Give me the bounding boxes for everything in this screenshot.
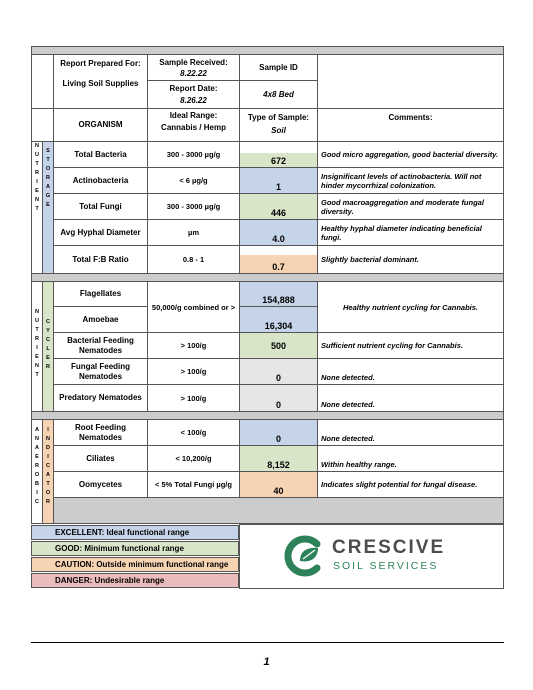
header-right-blank [317,54,504,109]
fb-ratio-value: 0.7 [272,262,285,272]
amoebae-value: 16,304 [264,321,293,331]
row-total-fungi-comment [317,193,504,220]
predatory-nematodes-label: Predatory Nematodes [59,393,142,402]
actinobacteria-value: 1 [275,182,281,192]
ciliates-label: Ciliates [86,453,115,463]
sample-id-value-cell [239,80,318,109]
total-fungi-value: 446 [270,208,287,218]
row-ciliates-comment [317,445,504,472]
total-fungi-comment: Good macroaggregation and moderate fungal diversity. [321,197,484,216]
row-total-bacteria-range [147,141,240,168]
row-fb-ratio-comment [317,245,504,274]
col-sample-type [239,108,318,142]
row-fungal-nematodes-comment [317,358,504,385]
protozoa-range: 50,000/g combined or > [151,302,236,312]
row-ciliates-range [147,445,240,472]
row-hyphal-name [53,219,148,246]
section-cycler-outer-label: N U T R I E N T [35,309,39,378]
col-sample-type-line2: Soil [271,126,286,135]
row-actinobacteria-value [239,167,318,194]
flagellates-label: Flagellates [79,289,122,298]
col-comments [317,108,504,142]
predatory-nematodes-value: 0 [275,400,281,410]
row-bact-nematodes-comment [317,332,504,359]
total-bacteria-range: 300 - 3000 µg/g [166,150,221,159]
protozoa-comment: Healthy nutrient cycling for Cannabis. [342,302,479,312]
hyphal-range: µm [188,228,199,237]
row-flagellates-name [53,281,148,307]
ciliates-range: < 10,200/g [175,454,212,463]
row-predatory-nematodes-name [53,384,148,412]
oomycetes-range: < 5% Total Fungi µg/g [155,480,232,489]
legend-excellent: EXCELLENT: Ideal functional range [31,525,239,540]
row-total-fungi-range [147,193,240,220]
oomycetes-label: Oomycetes [78,479,123,489]
ciliates-comment: Within healthy range. [321,460,397,469]
prepared-for-cell [53,54,148,109]
bact-nematodes-comment: Sufficient nutrient cycling for Cannabis. [321,341,463,350]
row-fungal-nematodes-range [147,358,240,385]
row-oomycetes-comment [317,471,504,498]
predatory-nematodes-comment: None detected. [321,400,375,409]
row-predatory-nematodes-range [147,384,240,412]
row-protozoa-range [147,281,240,333]
row-ciliates-name [53,445,148,472]
report-date-value: 8.26.22 [180,96,207,105]
legend-caution: CAUTION: Outside minimum functional range [31,557,239,572]
row-bact-nematodes-name [53,332,148,359]
actinobacteria-comment: Insignificant levels of actinobacteria. Will not hinder mycorrhizal colonization. [321,171,482,190]
oomycetes-comment: Indicates slight potential for fungal disease. [321,480,478,489]
row-root-nematodes-name [53,419,148,446]
sample-id-value: 4x8 Bed [263,89,294,99]
page-number: 1 [263,656,270,668]
logo-name: CRESCIVE [332,537,446,558]
ciliates-value: 8,152 [267,460,290,470]
actinobacteria-label: Actinobacteria [72,175,129,185]
row-actinobacteria-name [53,167,148,194]
actinobacteria-range: < 6 µg/g [179,176,208,185]
row-hyphal-comment [317,219,504,246]
row-fb-ratio-value [239,245,318,274]
col-comments-label: Comments: [388,113,433,122]
col-ideal-range-line2: Cannabis / Hemp [161,123,226,132]
bact-nematodes-value: 500 [270,341,287,351]
sample-id-label: Sample ID [259,62,298,72]
amoebae-label: Amoebae [82,314,119,324]
root-nematodes-label: Root Feeding Nematodes [74,422,127,442]
footer-rule [31,642,504,643]
row-hyphal-range [147,219,240,246]
row-amoebae-value [239,306,318,333]
col-ideal-range-line1: Ideal Range: [169,111,218,120]
sample-received-cell [147,54,240,81]
row-root-nematodes-range [147,419,240,446]
legend-danger: DANGER: Undesirable range [31,573,239,588]
predatory-nematodes-range: > 100/g [180,393,207,403]
fungal-nematodes-value: 0 [275,373,281,383]
hyphal-value: 4.0 [272,234,285,244]
row-ciliates-value [239,445,318,472]
row-fb-ratio-name [53,245,148,274]
fb-ratio-comment: Slightly bacterial dominant. [321,255,419,264]
fungal-nematodes-label: Fungal Feeding Nematodes [70,361,131,381]
bact-nematodes-label: Bacterial Feeding Nematodes [67,335,134,355]
row-total-bacteria-value [239,141,318,168]
flagellates-value: 154,888 [262,295,295,305]
sample-received-value: 8.22.22 [180,69,207,78]
section-storage-inner-label: S T O R A G E [45,148,51,208]
legend-good: GOOD: Minimum functional range [31,541,239,556]
row-oomycetes-value [239,471,318,498]
col-organism-label: ORGANISM [78,120,123,129]
row-total-bacteria-name [53,141,148,168]
leaf-c-icon [284,535,326,577]
section-cycler-inner-label: C Y C L E R [46,319,50,370]
row-total-fungi-name [53,193,148,220]
sample-received-label: Sample Received: [159,58,228,67]
logo-tagline: SOIL SERVICES [333,560,439,572]
root-nematodes-range: < 100/g [180,428,207,437]
sample-id-label-cell [239,54,318,81]
col-organism [53,108,148,142]
fungal-nematodes-comment: None detected. [321,373,375,382]
bottom-gray-block [53,497,504,524]
row-actinobacteria-range [147,167,240,194]
header-left-spacer [31,54,54,109]
row-oomycetes-range [147,471,240,498]
row-protozoa-comment [317,281,504,333]
hyphal-comment: Healthy hyphal diameter indicating beneficial fungi. [321,223,482,242]
total-fungi-label: Total Fungi [79,201,122,211]
total-bacteria-comment: Good micro aggregation, good bacterial diversity. [321,150,499,159]
hyphal-label: Avg Hyphal Diameter [60,227,141,237]
row-total-fungi-value [239,193,318,220]
row-fungal-nematodes-value [239,358,318,385]
col-ideal-range [147,108,240,142]
row-flagellates-value [239,281,318,307]
logo-box [239,524,504,589]
report-date-label: Report Date: [169,84,218,93]
row-fb-ratio-range [147,245,240,274]
col-left-spacer [31,108,54,142]
total-bacteria-label: Total Bacteria [74,149,127,159]
row-root-nematodes-comment [317,419,504,446]
row-bact-nematodes-range [147,332,240,359]
root-nematodes-comment: None detected. [321,434,375,443]
row-actinobacteria-comment [317,167,504,194]
row-total-bacteria-comment [317,141,504,168]
fb-ratio-range: 0.8 - 1 [182,255,205,264]
row-bact-nematodes-value [239,332,318,359]
section-anaerobic-outer-label: A N A E R O B I C [34,427,40,505]
prepared-for-value: Living Soil Supplies [62,79,139,88]
total-bacteria-value: 672 [270,156,287,166]
section-storage-outer-label: N U T R I E N T [35,143,39,212]
section-anaerobic-inner-label: I N D I C A T O R [45,427,51,505]
fungal-nematodes-range: > 100/g [180,367,207,376]
row-fungal-nematodes-name [53,358,148,385]
row-predatory-nematodes-value [239,384,318,412]
fb-ratio-label: Total F:B Ratio [72,254,129,264]
oomycetes-value: 40 [273,486,284,496]
row-amoebae-name [53,306,148,333]
row-root-nematodes-value [239,419,318,446]
bact-nematodes-range: > 100/g [180,341,207,350]
row-hyphal-value [239,219,318,246]
col-sample-type-line1: Type of Sample: [247,113,310,122]
total-fungi-range: 300 - 3000 µg/g [166,202,221,211]
root-nematodes-value: 0 [275,434,281,444]
row-predatory-nematodes-comment [317,384,504,412]
prepared-for-label: Report Prepared For: [60,59,141,68]
row-oomycetes-name [53,471,148,498]
report-date-cell [147,80,240,109]
